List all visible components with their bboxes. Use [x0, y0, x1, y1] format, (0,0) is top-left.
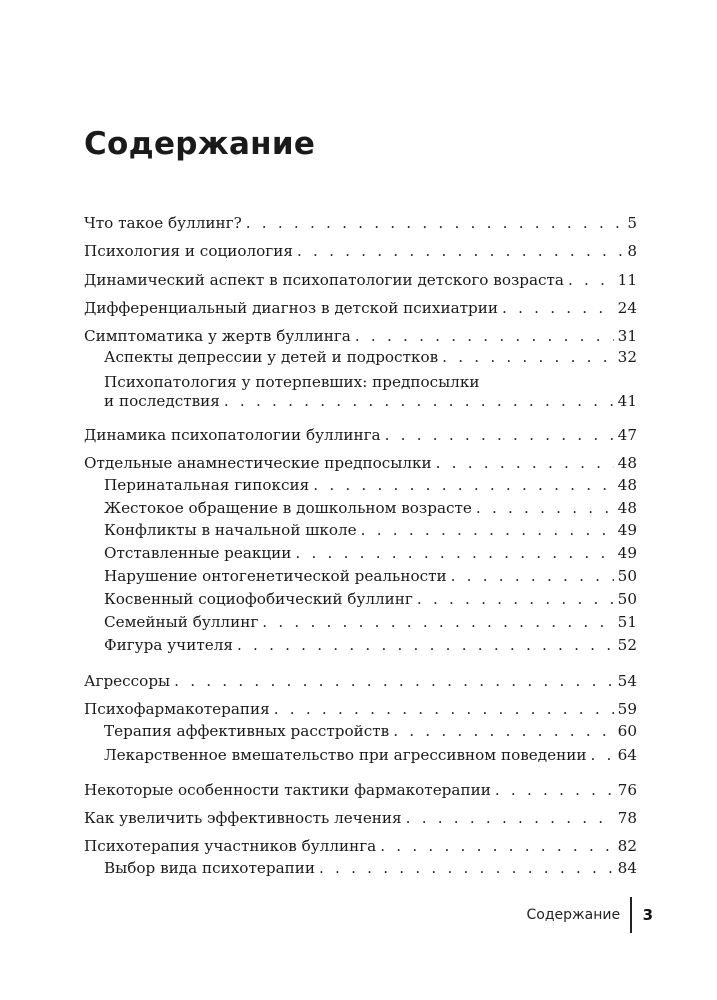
toc-entry-title: Отдельные анамнестические предпосылки — [84, 454, 432, 472]
leader-dots — [590, 745, 613, 765]
running-footer-title: Содержание — [526, 907, 621, 923]
toc-entry-title: Терапия аффективных расстройств — [104, 722, 390, 740]
toc-entry-title: Лекарственное вмешательство при агрессивном поведении — [104, 746, 587, 764]
toc-entry-page: 48 — [617, 476, 637, 494]
toc-entry-title: Что такое буллинг? — [84, 214, 242, 232]
toc-entry-title: Симптоматика у жертв буллинга — [84, 327, 351, 345]
leader-dots — [355, 326, 614, 346]
toc-entry-page: 50 — [617, 567, 637, 585]
toc-entry-title: Аспекты депрессии у детей и подростков — [104, 348, 439, 366]
toc-entry-title-line2: и последствия — [104, 392, 220, 410]
toc-entry — [84, 326, 637, 346]
leader-dots — [319, 858, 614, 878]
toc-entry-page: 32 — [617, 348, 637, 366]
toc-entry — [84, 241, 637, 261]
leader-dots — [495, 780, 614, 800]
leader-dots — [476, 498, 614, 518]
toc-entry-page: 64 — [617, 746, 637, 764]
footer-divider — [630, 897, 632, 933]
leader-dots — [385, 425, 614, 445]
leader-dots — [361, 520, 614, 540]
page-number: 3 — [642, 906, 653, 924]
leader-dots — [237, 635, 614, 655]
toc-entry-page: 49 — [617, 521, 637, 539]
leader-dots — [568, 270, 614, 290]
leader-dots — [174, 671, 614, 691]
toc-subentry — [104, 498, 637, 518]
leader-dots — [262, 612, 613, 632]
toc-entry-page: 78 — [617, 809, 637, 827]
toc-subentry — [104, 721, 637, 741]
page-title: Содержание — [84, 126, 316, 162]
toc-entry-title: Агрессоры — [84, 672, 171, 690]
leader-dots — [442, 347, 614, 367]
toc-entry-page: 76 — [617, 781, 637, 799]
leader-dots — [297, 241, 623, 261]
toc-entry — [84, 671, 637, 691]
toc-entry — [84, 298, 637, 318]
leader-dots — [417, 589, 614, 609]
toc-entry-title: Семейный буллинг — [104, 613, 259, 631]
toc-entry — [84, 699, 637, 719]
toc-entry-page: 54 — [617, 672, 637, 690]
toc-subentry — [104, 543, 637, 563]
toc-subentry — [104, 635, 637, 655]
toc-subentry — [104, 566, 637, 586]
toc-entry-page: 49 — [617, 544, 637, 562]
toc-entry — [84, 780, 637, 800]
toc-entry-page: 84 — [617, 859, 637, 877]
toc-entry — [84, 213, 637, 233]
leader-dots — [451, 566, 614, 586]
leader-dots — [274, 699, 614, 719]
toc-entry-page: 41 — [617, 392, 637, 410]
toc-entry — [84, 425, 637, 445]
toc-entry-title: Нарушение онтогенетической реальности — [104, 567, 447, 585]
toc-subentry — [104, 745, 637, 765]
toc-subentry — [104, 520, 637, 540]
toc-entry-title: Психофармакотерапия — [84, 700, 270, 718]
leader-dots — [406, 808, 614, 828]
toc-entry-page: 59 — [617, 700, 637, 718]
toc-entry-title: Жестокое обращение в дошкольном возрасте — [104, 499, 472, 517]
toc-entry-page: 5 — [627, 214, 637, 232]
leader-dots — [224, 391, 614, 411]
toc-entry-title: Косвенный социофобический буллинг — [104, 590, 413, 608]
toc-entry-title: Некоторые особенности тактики фармакотерапии — [84, 781, 491, 799]
toc-subentry — [104, 612, 637, 632]
leader-dots — [393, 721, 613, 741]
toc-subentry — [104, 391, 637, 411]
toc-subentry — [104, 475, 637, 495]
toc-entry-title: Как увеличить эффективность лечения — [84, 809, 402, 827]
toc-entry — [84, 836, 637, 856]
toc-entry-title: Выбор вида психотерапии — [104, 859, 315, 877]
toc-subentry — [104, 858, 637, 878]
toc-entry-page: 52 — [617, 636, 637, 654]
toc-entry-title: Фигура учителя — [104, 636, 233, 654]
toc-entry — [84, 808, 637, 828]
toc-entry-page: 47 — [617, 426, 637, 444]
toc-entry-page: 24 — [617, 299, 637, 317]
leader-dots — [436, 453, 614, 473]
page-footer — [526, 897, 653, 933]
toc-entry — [84, 270, 637, 290]
toc-entry-page: 48 — [617, 499, 637, 517]
toc-entry-title: Динамика психопатологии буллинга — [84, 426, 381, 444]
leader-dots — [502, 298, 614, 318]
leader-dots — [295, 543, 613, 563]
toc-entry-title: Психотерапия участников буллинга — [84, 837, 377, 855]
leader-dots — [380, 836, 613, 856]
toc-entry-title: Дифференциальный диагноз в детской психиатрии — [84, 299, 499, 317]
toc-entry-page: 50 — [617, 590, 637, 608]
leader-dots — [313, 475, 613, 495]
toc-entry-title: Конфликты в начальной школе — [104, 521, 357, 539]
toc-entry-title: Психология и социология — [84, 242, 293, 260]
toc-entry-title-line1: Психопатология у потерпевших: предпосылки — [104, 373, 480, 391]
toc-entry-page: 31 — [617, 327, 637, 345]
toc-entry-page: 48 — [617, 454, 637, 472]
toc-entry-page: 11 — [617, 271, 637, 289]
toc-entry-title: Отставленные реакции — [104, 544, 292, 562]
toc-subentry — [104, 589, 637, 609]
toc-entry-page: 60 — [617, 722, 637, 740]
leader-dots — [246, 213, 624, 233]
toc-entry-page: 8 — [627, 242, 637, 260]
toc-entry — [84, 453, 637, 473]
toc-entry-title: Динамический аспект в психопатологии детского возраста — [84, 271, 564, 289]
toc-entry-title: Перинатальная гипоксия — [104, 476, 310, 494]
toc-entry-page: 51 — [617, 613, 637, 631]
toc-entry-page: 82 — [617, 837, 637, 855]
toc-subentry — [104, 347, 637, 367]
